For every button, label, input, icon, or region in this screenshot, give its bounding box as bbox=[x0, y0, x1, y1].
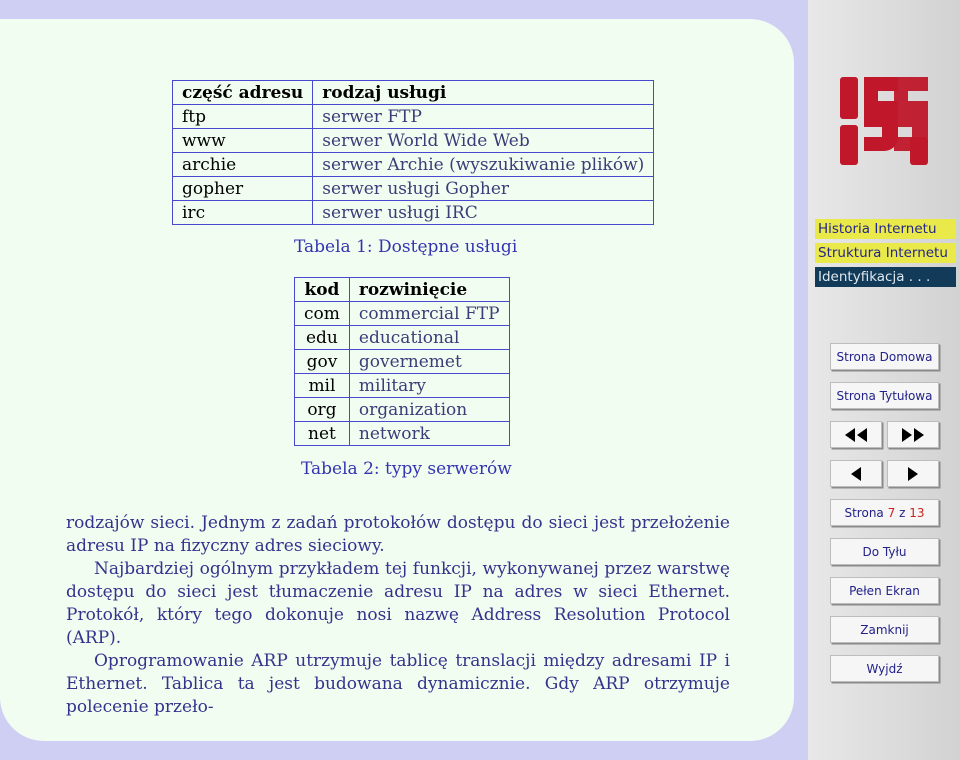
first-page-icon bbox=[843, 428, 869, 442]
back-button[interactable]: Do Tyłu bbox=[830, 538, 939, 565]
prev-page-button[interactable] bbox=[830, 460, 882, 487]
table-row bbox=[173, 153, 654, 177]
table-cell: gopher bbox=[173, 177, 313, 201]
column-header: rozwinięcie bbox=[349, 278, 509, 302]
column-header: kod bbox=[295, 278, 350, 302]
paragraph: Oprogramowanie ARP utrzymuje tablicę translacji między adresami IP i Ethernet. Tablica ta jest budowana dynamicznie. Gdy ARP otrzymuje polecenie przeło- bbox=[66, 651, 730, 717]
table-cell: irc bbox=[173, 201, 313, 225]
fullscreen-button[interactable]: Pełen Ekran bbox=[830, 577, 939, 604]
table-header-row bbox=[295, 278, 510, 302]
table-cell: commercial FTP bbox=[349, 302, 509, 326]
page-total: 13 bbox=[909, 505, 925, 520]
table-row bbox=[295, 374, 510, 398]
table-caption: Tabela 2: typy serwerów bbox=[301, 459, 512, 479]
table-cell: edu bbox=[295, 326, 350, 350]
table-header-row bbox=[173, 81, 654, 105]
table-cell: serwer Archie (wyszukiwanie plików) bbox=[313, 153, 654, 177]
table-cell: com bbox=[295, 302, 350, 326]
table-row bbox=[173, 201, 654, 225]
table-cell: ftp bbox=[173, 105, 313, 129]
table-cell: military bbox=[349, 374, 509, 398]
table-cell: www bbox=[173, 129, 313, 153]
table-cell: serwer FTP bbox=[313, 105, 654, 129]
next-page-button[interactable] bbox=[887, 460, 939, 487]
table-cell: organization bbox=[349, 398, 509, 422]
close-button[interactable]: Zamknij bbox=[830, 616, 939, 643]
table-cell: educational bbox=[349, 326, 509, 350]
table-cell: gov bbox=[295, 350, 350, 374]
page-current: 7 bbox=[887, 505, 896, 520]
page-mid: z bbox=[899, 505, 906, 520]
table-cell: serwer usługi IRC bbox=[313, 201, 654, 225]
paragraph: Najbardziej ogólnym przykładem tej funkcji, wykonywanej przez warstwę dostępu do sieci jest tłumaczenie adresu IP na adres w sieci Ethernet. Protokół, który tego dokonuje nosi nazwę Address Resolution Protocol (ARP). bbox=[66, 559, 730, 648]
table-row bbox=[295, 302, 510, 326]
table-cell: network bbox=[349, 422, 509, 446]
section-link-historia[interactable]: Historia Internetu bbox=[815, 219, 956, 239]
section-link-struktura[interactable]: Struktura Internetu bbox=[815, 243, 956, 263]
table-cell: mil bbox=[295, 374, 350, 398]
next-page-icon bbox=[900, 467, 926, 481]
title-page-button[interactable]: Strona Tytułowa bbox=[830, 382, 939, 409]
last-page-icon bbox=[900, 428, 926, 442]
table-cell: archie bbox=[173, 153, 313, 177]
issi-logo-icon bbox=[838, 75, 930, 167]
column-header: rodzaj usługi bbox=[313, 81, 654, 105]
table-row bbox=[295, 326, 510, 350]
table-cell: serwer World Wide Web bbox=[313, 129, 654, 153]
table-row bbox=[295, 422, 510, 446]
paragraph: rodzajów sieci. Jednym z zadań protokołów dostępu do sieci jest przełożenie adresu IP na fizyczny adres sieciowy. bbox=[66, 513, 730, 556]
table-row bbox=[295, 398, 510, 422]
table-row bbox=[173, 129, 654, 153]
page-indicator bbox=[830, 499, 939, 526]
quit-button[interactable]: Wyjdź bbox=[830, 655, 939, 682]
last-page-button[interactable] bbox=[887, 421, 939, 448]
first-page-button[interactable] bbox=[830, 421, 882, 448]
server-types-table bbox=[294, 277, 510, 446]
table-cell: org bbox=[295, 398, 350, 422]
table-row bbox=[173, 105, 654, 129]
body-text bbox=[66, 512, 730, 719]
table-caption: Tabela 1: Dostępne usługi bbox=[294, 237, 518, 257]
table-cell: governemet bbox=[349, 350, 509, 374]
column-header: część adresu bbox=[173, 81, 313, 105]
prev-page-icon bbox=[843, 467, 869, 481]
section-link-identyfikacja[interactable]: Identyfikacja . . . bbox=[815, 267, 956, 287]
page-prefix: Strona bbox=[844, 505, 884, 520]
table-cell: serwer usługi Gopher bbox=[313, 177, 654, 201]
table-cell: net bbox=[295, 422, 350, 446]
services-table bbox=[172, 80, 654, 225]
home-button[interactable]: Strona Domowa bbox=[830, 343, 939, 370]
table-row bbox=[295, 350, 510, 374]
table-row bbox=[173, 177, 654, 201]
